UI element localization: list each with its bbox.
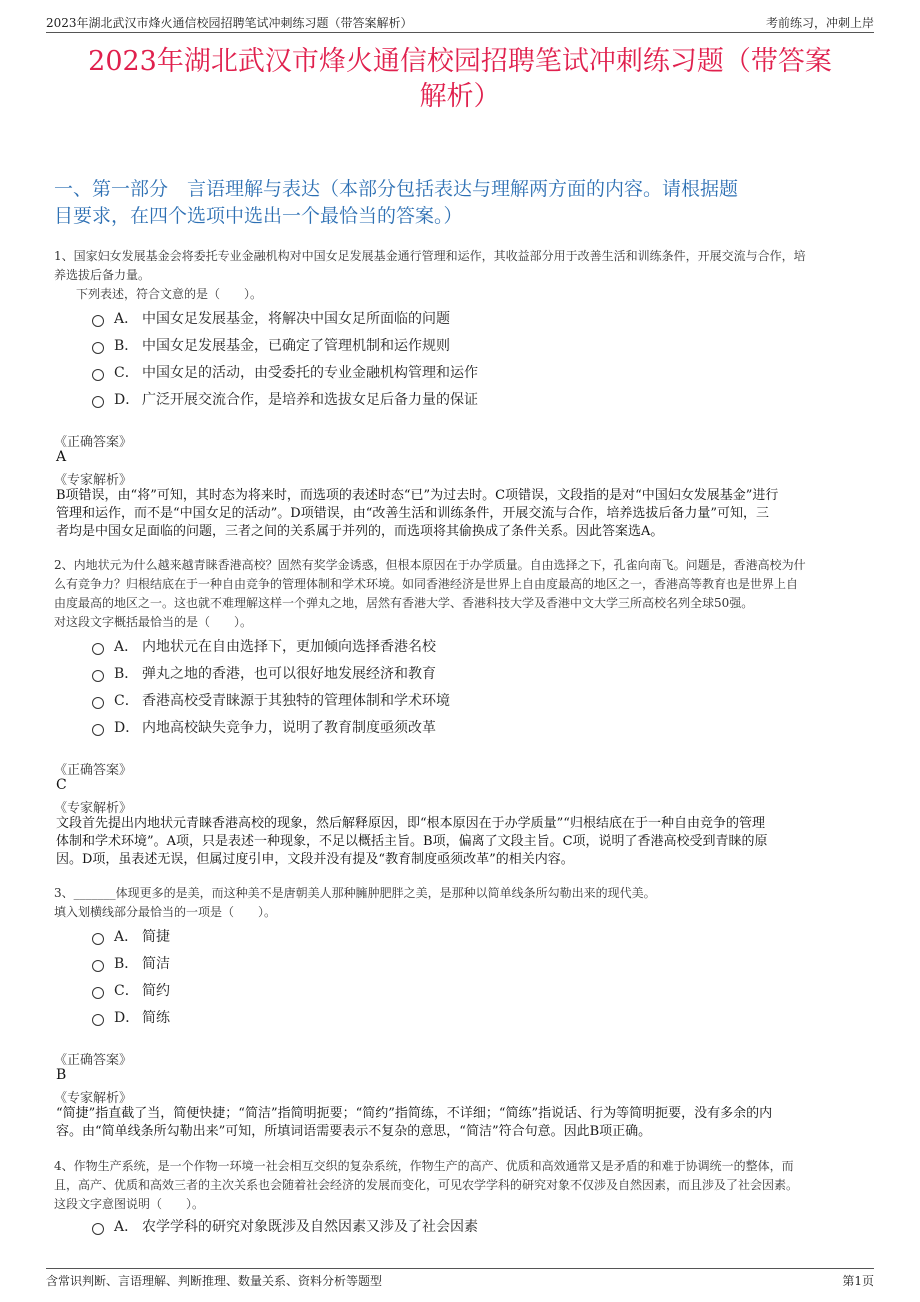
question-2-answer: C xyxy=(56,777,67,793)
option-letter: A． xyxy=(114,311,139,327)
stem-line: 么有竞争力？归根结底在于一种自由竞争的管理体制和学术环境。如同香港经济是世界上自由度最高的地区之一，香港高等教育也是世界上自 xyxy=(54,577,799,591)
option-letter: C． xyxy=(114,693,139,709)
question-3-option-d[interactable] xyxy=(92,1007,170,1029)
stem-line: 且，高产、优质和高效三者的主次关系也会随着社会经济的发展而变化，可见农学学科的研究对象不仅涉及自然因素，而且涉及了社会因素。 xyxy=(54,1178,799,1192)
stem-line: 由度最高的地区之一。这也就不难理解这样一个弹丸之地，居然有香港大学、香港科技大学及香港中文大学三所高校名列全球50强。 xyxy=(54,596,754,610)
question-1-option-c[interactable] xyxy=(92,362,478,384)
question-3-option-b[interactable] xyxy=(92,953,170,975)
radio-button-icon[interactable] xyxy=(92,960,104,972)
analysis-label: 《专家解析》 xyxy=(54,473,133,488)
option-letter: B． xyxy=(114,956,139,972)
option-text: 中国女足发展基金，已确定了管理机制和运作规则 xyxy=(142,338,450,354)
correct-answer-label: 《正确答案》 xyxy=(54,1053,133,1068)
option-letter: B． xyxy=(114,666,139,682)
option-text: 简约 xyxy=(142,983,170,999)
analysis-label: 《专家解析》 xyxy=(54,801,133,816)
title-line-2: 解析） xyxy=(419,81,501,112)
question-1-option-a[interactable] xyxy=(92,308,450,330)
section-heading xyxy=(54,176,866,230)
question-2-stem xyxy=(54,556,866,632)
radio-button-icon[interactable] xyxy=(92,396,104,408)
question-4-stem xyxy=(54,1157,866,1214)
stem-line: 1、国家妇女发展基金会将委托专业金融机构对中国女足发展基金通行管理和运作，其收益部分用于改善生活和训练条件，开展交流与合作，培 xyxy=(54,249,806,263)
section-heading-line-1: 一、第一部分 言语理解与表达（本部分包括表达与理解两方面的内容。请根据题 xyxy=(54,178,739,200)
analysis-line: 因。D项，虽表述无误，但属过度引申，文段并没有提及“教育制度亟须改革”的相关内容。 xyxy=(56,852,574,867)
analysis-line: “简捷”指直截了当，简便快捷；“简洁”指简明扼要；“简约”指简练，不详细；“简练”指说话、行为等简明扼要，没有多余的内 xyxy=(56,1106,773,1121)
stem-line: 养选拔后备力量。 xyxy=(54,268,151,282)
option-text: 农学学科的研究对象既涉及自然因素又涉及了社会因素 xyxy=(142,1219,478,1235)
analysis-line: B项错误，由“将”可知，其时态为将来时，而选项的表述时态“已”为过去时。C项错误，文段指的是对“中国妇女发展基金”进行 xyxy=(56,488,779,503)
option-letter: C． xyxy=(114,983,139,999)
radio-button-icon[interactable] xyxy=(92,697,104,709)
option-letter: D． xyxy=(114,720,140,736)
correct-answer-label: 《正确答案》 xyxy=(54,763,133,778)
analysis-line: 容。由“简单线条所勾勒出来”可知，所填词语需要表示不复杂的意思，“简洁”符合句意。因此B项正确。 xyxy=(56,1124,652,1139)
radio-button-icon[interactable] xyxy=(92,1014,104,1026)
stem-line: 3、_______体现更多的是美，而这种美不是唐朝美人那种臃肿肥胖之美，是那种以简单线条所勾勒出来的现代美。 xyxy=(54,886,656,900)
question-2-option-d[interactable] xyxy=(92,717,436,739)
page-title xyxy=(46,44,874,114)
title-line-1: 2023年湖北武汉市烽火通信校园招聘笔试冲刺练习题（带答案 xyxy=(88,46,832,77)
question-3-stem xyxy=(54,884,866,922)
question-1-option-b[interactable] xyxy=(92,335,450,357)
radio-button-icon[interactable] xyxy=(92,724,104,736)
page-header xyxy=(46,10,874,33)
question-prompt: 下列表述，符合文意的是（ ）。 xyxy=(76,287,263,301)
option-text: 简捷 xyxy=(142,929,170,945)
analysis-line: 管理和运作，而不是“中国女足的活动”。D项错误，由“改善生活和训练条件，开展交流与合作，培养选拔后备力量”可知，三 xyxy=(56,506,770,521)
radio-button-icon[interactable] xyxy=(92,670,104,682)
option-letter: D． xyxy=(114,392,140,408)
question-1-answer: A xyxy=(56,449,67,465)
option-letter: A． xyxy=(114,1219,139,1235)
question-2-option-a[interactable] xyxy=(92,636,436,658)
option-letter: A． xyxy=(114,639,139,655)
question-prompt: 对这段文字概括最恰当的是（ ）。 xyxy=(54,615,253,629)
analysis-label: 《专家解析》 xyxy=(54,1091,133,1106)
radio-button-icon[interactable] xyxy=(92,933,104,945)
question-3-option-a[interactable] xyxy=(92,926,170,948)
question-3-answer: B xyxy=(56,1067,67,1083)
analysis-line: 文段首先提出内地状元青睐香港高校的现象，然后解释原因，即“根本原因在于办学质量”“归根结底在于一种自由竞争的管理 xyxy=(56,816,765,831)
option-text: 中国女足发展基金，将解决中国女足所面临的问题 xyxy=(142,311,450,327)
question-1-stem xyxy=(54,247,866,304)
radio-button-icon[interactable] xyxy=(92,987,104,999)
header-doc-title: 2023年湖北武汉市烽火通信校园招聘笔试冲刺练习题（带答案解析） xyxy=(46,16,413,30)
page-footer xyxy=(46,1268,874,1291)
question-3-option-c[interactable] xyxy=(92,980,170,1002)
section-heading-line-2: 目要求，在四个选项中选出一个最恰当的答案。） xyxy=(54,205,463,227)
question-3-analysis xyxy=(56,1105,868,1141)
stem-line: 这段文字意图说明（ ）。 xyxy=(54,1197,205,1211)
option-letter: A． xyxy=(114,929,139,945)
option-letter: D． xyxy=(114,1010,140,1026)
analysis-line: 者均是中国女足面临的问题，三者之间的关系属于并列的，而选项将其偷换成了条件关系。因此答案选A。 xyxy=(56,524,664,539)
option-text: 内地高校缺失竞争力，说明了教育制度亟须改革 xyxy=(142,720,436,736)
question-2-option-b[interactable] xyxy=(92,663,436,685)
question-prompt: 填入划横线部分最恰当的一项是（ ）。 xyxy=(54,905,277,919)
question-4-option-a[interactable] xyxy=(92,1216,478,1238)
option-text: 内地状元在自由选择下，更加倾向选择香港名校 xyxy=(142,639,436,655)
question-2-option-c[interactable] xyxy=(92,690,450,712)
correct-answer-label: 《正确答案》 xyxy=(54,435,133,450)
option-text: 广泛开展交流合作，是培养和选拔女足后备力量的保证 xyxy=(142,392,478,408)
question-1-analysis xyxy=(56,487,868,541)
analysis-line: 体制和学术环境”。A项，只是表述一种现象，不足以概括主旨。B项，偏离了文段主旨。C项，说明了香港高校受到青睐的原 xyxy=(56,834,768,849)
radio-button-icon[interactable] xyxy=(92,342,104,354)
radio-button-icon[interactable] xyxy=(92,1223,104,1235)
header-slogan: 考前练习，冲刺上岸 xyxy=(765,16,874,30)
footer-description: 含常识判断、言语理解、判断推理、数量关系、资料分析等题型 xyxy=(46,1274,383,1288)
option-text: 简练 xyxy=(142,1010,170,1026)
option-letter: B． xyxy=(114,338,139,354)
page-number: 第1页 xyxy=(842,1274,874,1288)
option-letter: C． xyxy=(114,365,139,381)
radio-button-icon[interactable] xyxy=(92,369,104,381)
option-text: 中国女足的活动，由受委托的专业金融机构管理和运作 xyxy=(142,365,478,381)
radio-button-icon[interactable] xyxy=(92,315,104,327)
stem-line: 2、内地状元为什么越来越青睐香港高校？固然有奖学金诱惑，但根本原因在于办学质量。自由选择之下，孔雀向南飞。问题是，香港高校为什 xyxy=(54,558,806,572)
option-text: 简洁 xyxy=(142,956,170,972)
question-2-analysis xyxy=(56,815,868,869)
stem-line: 4、作物生产系统，是一个作物一环境一社会相互交织的复杂系统，作物生产的高产、优质和高效通常又是矛盾的和难于协调统一的整体，而 xyxy=(54,1159,794,1173)
option-text: 弹丸之地的香港，也可以很好地发展经济和教育 xyxy=(142,666,436,682)
option-text: 香港高校受青睐源于其独特的管理体制和学术环境 xyxy=(142,693,450,709)
question-1-option-d[interactable] xyxy=(92,389,478,411)
radio-button-icon[interactable] xyxy=(92,643,104,655)
